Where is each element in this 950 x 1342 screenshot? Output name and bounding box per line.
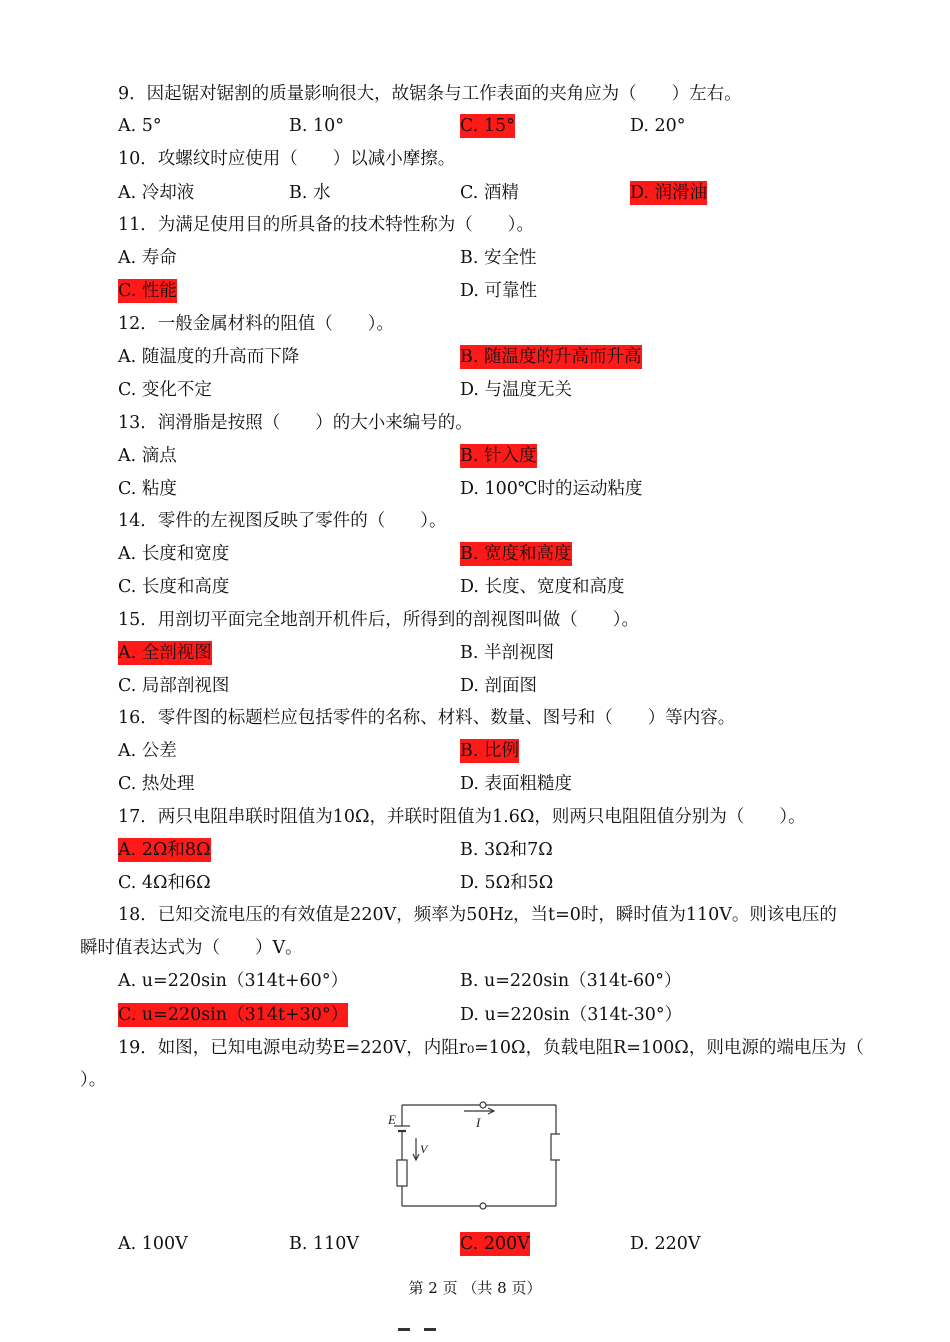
question-stem: 19．如图，已知电源电动势E=220V，内阻r₀=10Ω，负载电阻R=100Ω，则电源的端电压为（ <box>118 1038 864 1058</box>
question-stem-continued: 瞬时值表达式为（ ）V。 <box>80 938 303 958</box>
option-highlighted: C. u=220sin（314t+30°） <box>118 1005 349 1025</box>
option: D. 剖面图 <box>460 676 538 696</box>
option: C. 局部剖视图 <box>118 676 230 696</box>
option: B. 水 <box>289 183 331 203</box>
option: C. 长度和高度 <box>118 577 230 597</box>
option: A. 5° <box>118 116 162 136</box>
load-resistor <box>551 1134 560 1160</box>
question-stem: 14．零件的左视图反映了零件的（ ）。 <box>118 511 447 531</box>
option: A. 冷却液 <box>118 183 195 203</box>
question-stem: 9．因起锯对锯割的质量影响很大，故锯条与工作表面的夹角应为（ ）左右。 <box>118 84 742 104</box>
option: D. 表面粗糙度 <box>460 774 573 794</box>
terminal-bottom <box>480 1203 486 1209</box>
question-stem-continued: ）。 <box>80 1070 107 1090</box>
option-highlighted: C. 200V <box>460 1234 530 1254</box>
option-highlighted: C. 性能 <box>118 281 177 301</box>
option: A. 公差 <box>118 741 177 761</box>
option-highlighted: B. 随温度的升高而升高 <box>460 347 642 367</box>
question-stem: 10．攻螺纹时应使用（ ）以减小摩擦。 <box>118 149 456 169</box>
option: D. 长度、宽度和高度 <box>460 577 625 597</box>
internal-resistor <box>397 1160 407 1186</box>
option-highlighted: B. 比例 <box>460 741 519 761</box>
option-highlighted: B. 针入度 <box>460 446 537 466</box>
option: D. u=220sin（314t-30°） <box>460 1005 683 1025</box>
option: D. 5Ω和5Ω <box>460 873 554 893</box>
option: D. 可靠性 <box>460 281 538 301</box>
option: A. 随温度的升高而下降 <box>118 347 300 367</box>
option: A. 滴点 <box>118 446 177 466</box>
option-highlighted: B. 宽度和高度 <box>460 544 572 564</box>
option: C. 变化不定 <box>118 380 212 400</box>
option: B. 110V <box>289 1234 360 1254</box>
question-stem: 13．润滑脂是按照（ ）的大小来编号的。 <box>118 413 473 433</box>
option: C. 酒精 <box>460 183 519 203</box>
question-stem: 17．两只电阻串联时阻值为10Ω，并联时阻值为1.6Ω，则两只电阻阻值分别为（ ）。 <box>118 807 806 827</box>
option: D. 与温度无关 <box>460 380 573 400</box>
option: B. 半剖视图 <box>460 643 554 663</box>
option: B. 安全性 <box>460 248 537 268</box>
option: A. 寿命 <box>118 248 177 268</box>
label-E: E <box>388 1112 396 1127</box>
option: B. 10° <box>289 116 345 136</box>
option: D. 100℃时的运动粘度 <box>460 479 643 499</box>
label-V: V <box>420 1142 428 1156</box>
question-stem: 16．零件图的标题栏应包括零件的名称、材料、数量、图号和（ ）等内容。 <box>118 708 736 728</box>
option: A. u=220sin（314t+60°） <box>118 971 349 991</box>
option-highlighted: D. 润滑油 <box>630 183 708 203</box>
page-footer: 第 2 页 （共 8 页） <box>408 1279 542 1297</box>
label-I: I <box>476 1115 481 1130</box>
option: D. 20° <box>630 116 686 136</box>
question-stem: 11．为满足使用目的所具备的技术特性称为（ ）。 <box>118 215 535 235</box>
option: A. 长度和宽度 <box>118 544 230 564</box>
option: C. 热处理 <box>118 774 195 794</box>
option: A. 100V <box>118 1234 188 1254</box>
option-highlighted: A. 2Ω和8Ω <box>118 840 211 860</box>
option: B. u=220sin（314t-60°） <box>460 971 682 991</box>
option-highlighted: A. 全剖视图 <box>118 643 212 663</box>
option-highlighted: C. 15° <box>460 116 515 136</box>
option: B. 3Ω和7Ω <box>460 840 553 860</box>
question-stem: 15．用剖切平面完全地剖开机件后，所得到的剖视图叫做（ ）。 <box>118 610 640 630</box>
option: C. 粘度 <box>118 479 177 499</box>
question-stem: 18．已知交流电压的有效值是220V，频率为50Hz，当t=0时，瞬时值为110V。则该电压的 <box>118 905 837 925</box>
page-edge-marks <box>398 1328 438 1332</box>
question-stem: 12．一般金属材料的阻值（ ）。 <box>118 314 395 334</box>
option: C. 4Ω和6Ω <box>118 873 211 893</box>
circuit-diagram <box>380 1100 560 1212</box>
terminal-top <box>480 1102 486 1108</box>
option: D. 220V <box>630 1234 701 1254</box>
